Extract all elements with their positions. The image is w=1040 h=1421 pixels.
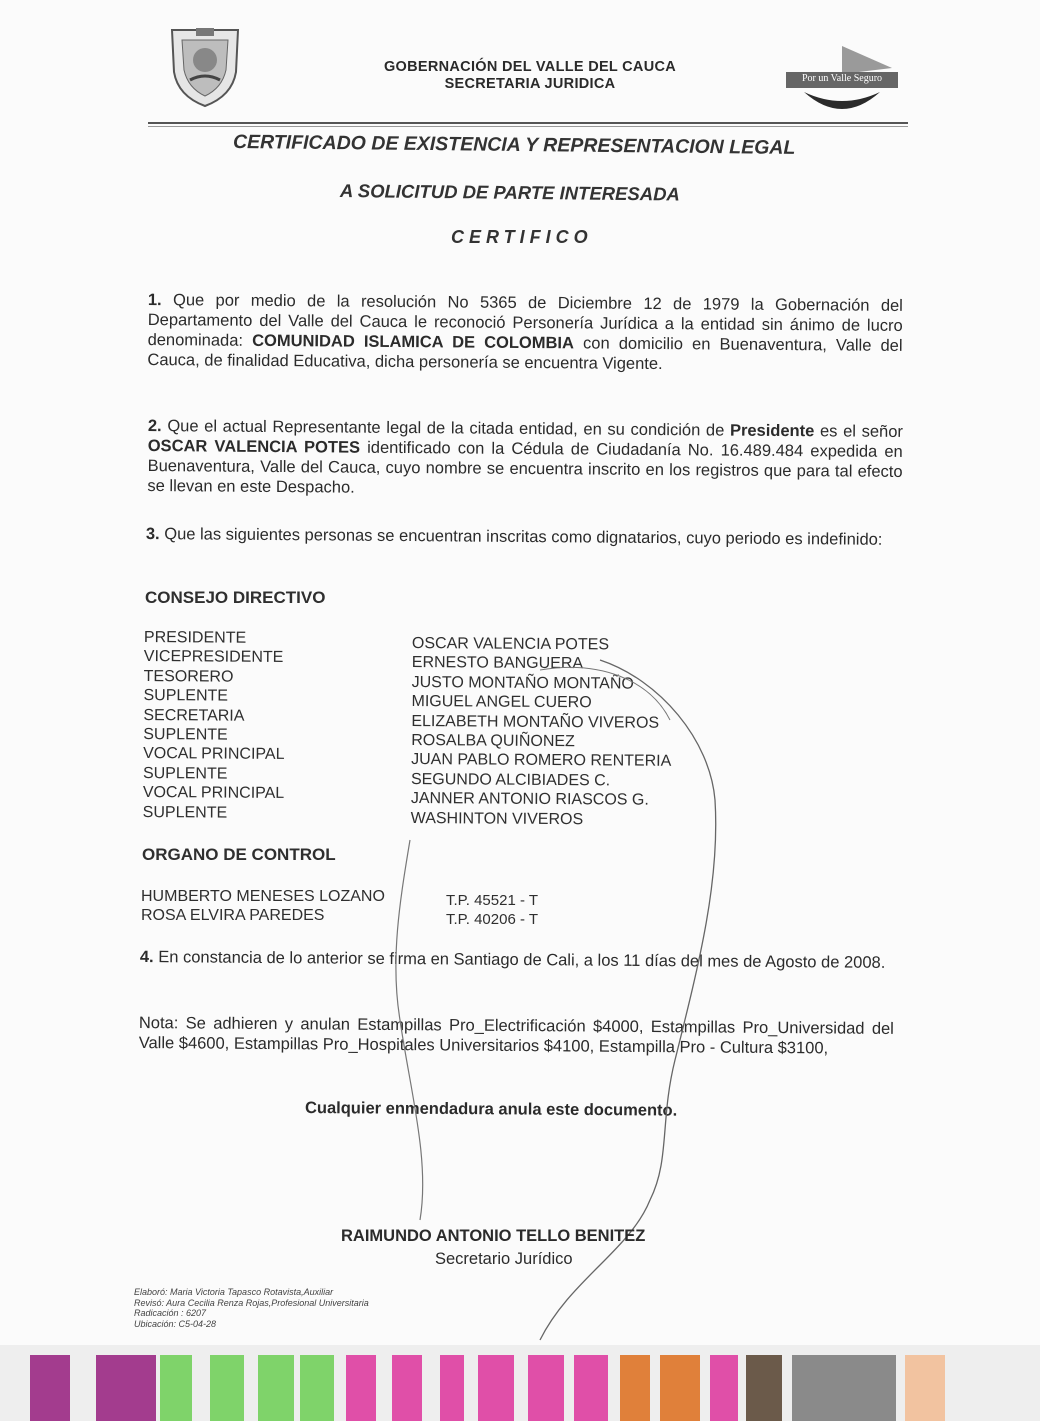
header-divider-thin <box>148 126 908 127</box>
organo-heading: ORGANO DE CONTROL <box>142 845 336 864</box>
paragraph-3 <box>146 524 901 550</box>
main-title: CERTIFICADO DE EXISTENCIA Y REPRESENTACION LEGAL <box>232 131 796 159</box>
auditor-name: HUMBERTO MENESES LOZANO <box>141 888 385 905</box>
stamps-note: Nota: Se adhieren y anulan Estampillas Pro_Electrificación $4000, Estampillas Pro_Universidad del Valle $4600, Estampillas Pro_Hospitales Universitarios $4100, Estampilla Pro - Cultura $3100, <box>138 1013 894 1058</box>
stamp-pink <box>346 1355 376 1421</box>
representative-role: Presidente <box>729 421 815 441</box>
paragraph-2-number: 2. <box>147 416 162 436</box>
footer-credits <box>134 1287 369 1329</box>
stamp-orange <box>660 1355 700 1421</box>
role-item: PRESIDENTE <box>143 629 247 647</box>
stamp-pink <box>440 1355 464 1421</box>
paragraph-4-text: En constancia de lo anterior se firma en Santiago de Cali, a los 11 días del mes de Agosto de 2008. <box>153 948 886 972</box>
logo-slogan: Por un Valle Seguro <box>801 73 883 84</box>
member-name: ELIZABETH MONTAÑO VIVEROS <box>411 712 660 732</box>
certifico-title: CERTIFICO <box>451 227 593 247</box>
member-name: MIGUEL ANGEL CUERO <box>411 693 592 712</box>
member-name: JANNER ANTONIO RIASCOS G. <box>410 790 649 809</box>
stamp-pink <box>528 1355 564 1421</box>
stamp-green <box>300 1355 334 1421</box>
paragraph-2-text-a: Que el actual Representante legal de la citada entidad, en su condición de <box>161 417 731 440</box>
signer-name: RAIMUNDO ANTONIO TELLO BENITEZ <box>341 1227 646 1245</box>
stamp-green <box>258 1355 294 1421</box>
professional-card: T.P. 45521 - T <box>446 892 539 909</box>
footer-line: Ubicación: C5-04-28 <box>134 1318 217 1329</box>
amendment-warning: Cualquier enmendadura anula este documento. <box>304 1099 678 1120</box>
role-item: SUPLENTE <box>142 803 228 822</box>
stamp-orange <box>620 1355 650 1421</box>
member-name: ERNESTO BANGUERA <box>411 654 584 673</box>
stamp-purple <box>30 1355 70 1421</box>
footer-line: Elaboró: Maria Victoria Tapasco Rotavista,Auxiliar <box>134 1287 334 1297</box>
paragraph-3-number: 3. <box>145 524 160 544</box>
stamp-pink <box>574 1355 608 1421</box>
role-item: SUPLENTE <box>143 687 229 705</box>
stamp-photo <box>746 1355 782 1421</box>
member-name: JUAN PABLO ROMERO RENTERIA <box>411 751 672 771</box>
paragraph-2-text-b: es el señor <box>814 422 903 441</box>
paragraph-1-text-a: Que por medio de la resolución No 5365 de Diciembre 12 de 1979 la Gobernación del Departamento del Valle del Cauca le reconoció Personería Jurídica a la entidad sin ánimo de lucro denominada: <box>147 291 903 350</box>
stamp-purple <box>96 1355 156 1421</box>
stamp-pink <box>710 1355 738 1421</box>
role-item: SUPLENTE <box>142 764 228 783</box>
member-name: JUSTO MONTAÑO MONTAÑO <box>411 673 634 693</box>
representative-name: OSCAR VALENCIA POTES <box>147 436 361 457</box>
paragraph-2-text-c: identificado con la Cédula de Ciudadanía No. 16.489.484 expedida en Buenaventura, Valle del Cauca, cuyo nombre se encuentra inscrito en los registros que para tal efecto se llevan en este Despacho. <box>147 438 903 497</box>
footer-line: Revisó: Aura Cecilia Renza Rojas,Profesional Universitaria <box>134 1297 369 1308</box>
paragraph-1 <box>147 290 903 376</box>
coat-of-arms-logo <box>160 22 250 110</box>
stamp-green <box>210 1355 244 1421</box>
valle-seguro-logo <box>782 40 902 120</box>
consejo-roles <box>143 628 286 823</box>
stamp-photo <box>792 1355 896 1421</box>
role-item: TESORERO <box>143 667 234 686</box>
member-name: WASHINTON VIVEROS <box>410 809 584 828</box>
organo-names <box>141 887 385 926</box>
signer-title: Secretario Jurídico <box>435 1250 573 1268</box>
member-name: SEGUNDO ALCIBIADES C. <box>410 770 611 790</box>
role-item: SECRETARIA <box>143 706 245 725</box>
stamp-pink <box>478 1355 514 1421</box>
header-line-1: GOBERNACIÓN DEL VALLE DEL CAUCA <box>383 59 677 75</box>
role-item: VOCAL PRINCIPAL <box>143 745 285 764</box>
entity-name: COMUNIDAD ISLAMICA DE COLOMBIA <box>252 331 575 353</box>
member-name: ROSALBA QUIÑONEZ <box>411 732 575 751</box>
header-divider <box>148 122 908 124</box>
auditor-name: ROSA ELVIRA PAREDES <box>141 907 325 925</box>
stamp-pink <box>392 1355 422 1421</box>
paragraph-1-number: 1. <box>147 290 162 310</box>
paragraph-3-text: Que las siguientes personas se encuentran inscritas como dignatarios, cuyo periodo es indefinido: <box>159 525 883 549</box>
stamp-green <box>160 1355 192 1421</box>
role-item: VOCAL PRINCIPAL <box>142 784 285 803</box>
paragraph-1-text-b: con domicilio en Buenaventura, Valle del Cauca, de finalidad Educativa, dicha personería se encuentra Vigente. <box>147 334 903 374</box>
paragraph-2 <box>147 416 903 502</box>
member-name: OSCAR VALENCIA POTES <box>411 635 610 654</box>
role-item: SUPLENTE <box>143 726 228 744</box>
stamp-orange <box>905 1355 945 1421</box>
paragraph-4-number: 4. <box>139 947 154 967</box>
sub-title: A SOLICITUD DE PARTE INTERESADA <box>339 180 680 205</box>
professional-card: T.P. 40206 - T <box>446 911 539 929</box>
role-item: VICEPRESIDENTE <box>143 648 284 667</box>
footer-line: Radicación : 6207 <box>134 1308 207 1318</box>
header-line-2: SECRETARIA JURIDICA <box>444 76 616 92</box>
consejo-heading: CONSEJO DIRECTIVO <box>145 588 326 607</box>
